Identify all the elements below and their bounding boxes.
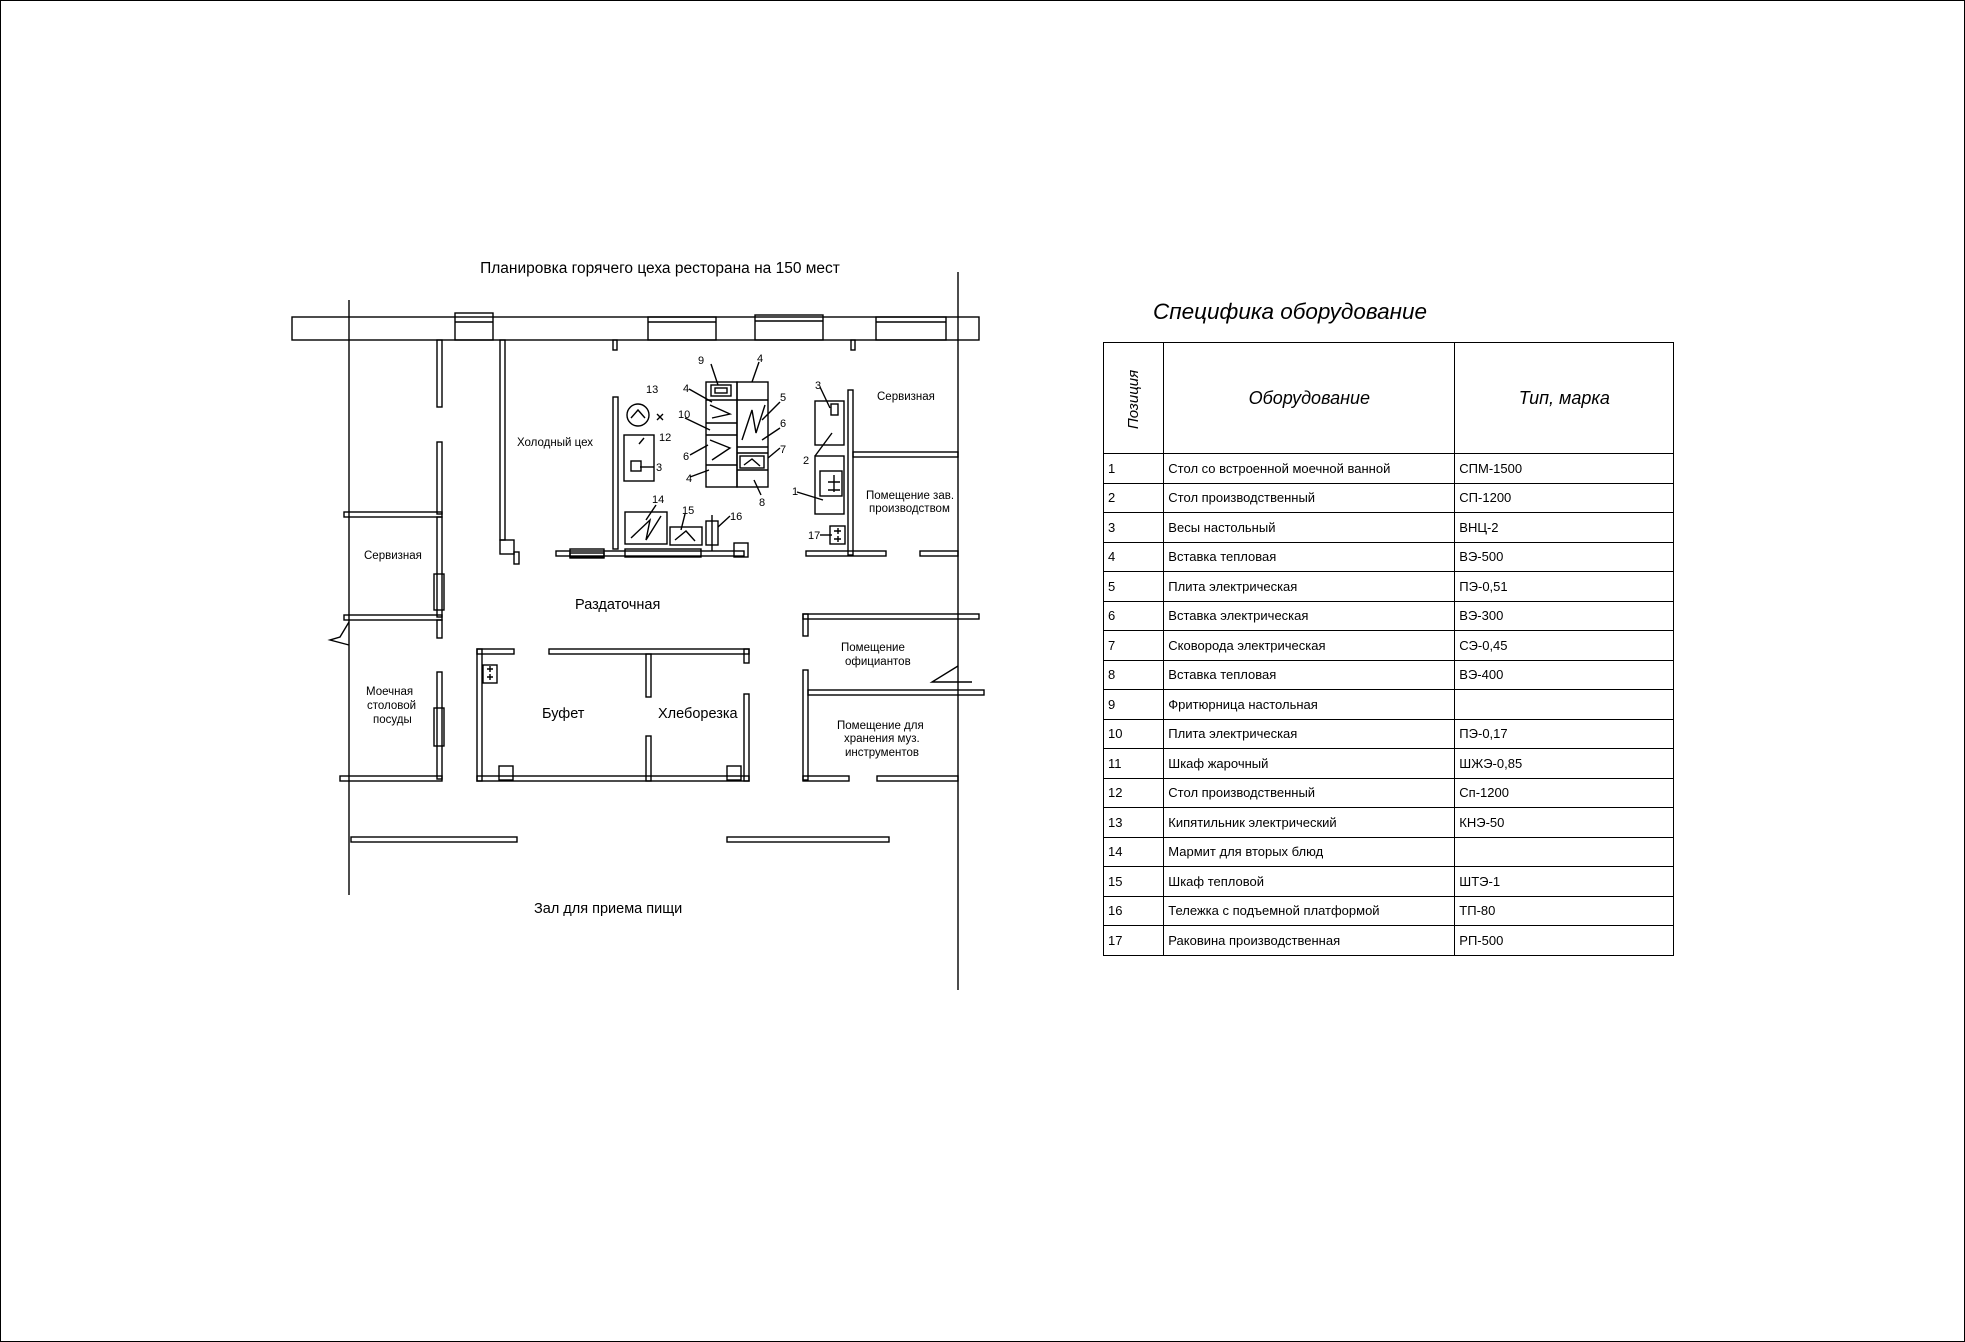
- row-type: [1455, 837, 1674, 867]
- wall: [727, 837, 889, 842]
- table-row: [1104, 690, 1674, 720]
- row-position: 8: [1104, 660, 1164, 690]
- table-row: [1104, 837, 1674, 867]
- row-equipment: Вставка тепловая: [1164, 660, 1455, 690]
- sink-cross-17: [834, 528, 841, 542]
- header-position-label: Позиция: [1125, 369, 1143, 429]
- room-waiters-line1: Помещение: [841, 642, 905, 654]
- room-music-line2: хранения муз.: [844, 733, 920, 745]
- marker-3: 3: [815, 380, 822, 392]
- room-servisnaya-right: Сервизная: [877, 391, 935, 403]
- row-position: 11: [1104, 749, 1164, 779]
- wall: [437, 442, 442, 514]
- fryer-icon: [711, 385, 731, 396]
- equipment-spec-table: [1103, 342, 1674, 956]
- pan-icon: [740, 456, 764, 468]
- stove-zigzag: [742, 405, 765, 440]
- table-row: [1104, 631, 1674, 661]
- row-type: ВЭ-500: [1455, 542, 1674, 572]
- plan-title: Планировка горячего цеха ресторана на 150 мест: [480, 260, 840, 277]
- room-dining-hall: Зал для приема пищи: [534, 901, 683, 917]
- spec-body: [1104, 454, 1674, 956]
- column: [500, 540, 514, 554]
- row-position: 13: [1104, 808, 1164, 838]
- wall: [877, 776, 958, 781]
- tick: [851, 340, 855, 350]
- marker-12: 12: [659, 432, 672, 444]
- wall: [437, 340, 442, 407]
- row-type: ВЭ-300: [1455, 601, 1674, 631]
- marker-3: 3: [656, 462, 663, 474]
- room-manager-line2: производством: [869, 503, 950, 515]
- warming-cabinet-icon: [670, 527, 702, 545]
- row-type: КНЭ-50: [1455, 808, 1674, 838]
- table-row: [1104, 808, 1674, 838]
- marker-10: 10: [678, 409, 691, 421]
- scale-icon-2: [831, 404, 838, 415]
- row-equipment: Сковорода электрическая: [1164, 631, 1455, 661]
- row-type: ВНЦ-2: [1455, 513, 1674, 543]
- room-buffet: Буфет: [542, 706, 585, 722]
- marker-9: 9: [698, 355, 705, 367]
- stove-zigzag: [710, 440, 730, 460]
- wall: [646, 736, 651, 781]
- row-type: Сп-1200: [1455, 778, 1674, 808]
- window-3: [755, 315, 823, 340]
- header-equipment: Оборудование: [1164, 343, 1455, 454]
- wall: [340, 776, 442, 781]
- row-position: 2: [1104, 483, 1164, 513]
- row-type: СЭ-0,45: [1455, 631, 1674, 661]
- marker-1: 1: [792, 486, 799, 498]
- spec-title: Специфика оборудование: [1153, 299, 1428, 324]
- wall: [344, 615, 442, 620]
- marker-13: 13: [646, 384, 659, 396]
- header-type: Тип, марка: [1455, 343, 1674, 454]
- row-type: СПМ-1500: [1455, 454, 1674, 484]
- tick: [613, 340, 617, 350]
- boiler-cross-icon: [657, 414, 663, 420]
- row-equipment: Плита электрическая: [1164, 572, 1455, 602]
- marker-6: 6: [780, 418, 787, 430]
- wall: [803, 776, 849, 781]
- fryer-icon-inner: [715, 388, 727, 393]
- wall: [477, 776, 749, 781]
- room-distribution: Раздаточная: [575, 597, 661, 613]
- row-position: 12: [1104, 778, 1164, 808]
- row-type: [1455, 690, 1674, 720]
- row-type: ВЭ-400: [1455, 660, 1674, 690]
- row-position: 17: [1104, 926, 1164, 956]
- table-row: [1104, 542, 1674, 572]
- marker-8: 8: [759, 497, 766, 509]
- room-music-line3: инструментов: [845, 747, 919, 759]
- wall: [344, 512, 442, 517]
- row-position: 6: [1104, 601, 1164, 631]
- boiler-icon: [627, 404, 649, 426]
- row-equipment: Тележка с подъемной платформой: [1164, 896, 1455, 926]
- wall: [437, 672, 442, 779]
- row-equipment: Шкаф жарочный: [1164, 749, 1455, 779]
- window-4: [876, 317, 946, 340]
- row-equipment: Раковина производственная: [1164, 926, 1455, 956]
- marker-4: 4: [686, 473, 693, 485]
- room-bread-slicing: Хлеборезка: [658, 706, 738, 722]
- row-type: РП-500: [1455, 926, 1674, 956]
- table-row: [1104, 572, 1674, 602]
- column: [727, 766, 741, 780]
- production-table: [624, 435, 654, 481]
- stove-block-right: [737, 382, 768, 487]
- marker-2: 2: [803, 455, 810, 467]
- break-line: [932, 666, 972, 682]
- wall: [549, 649, 749, 654]
- sink-cross: [487, 666, 493, 680]
- marker-4: 4: [683, 383, 690, 395]
- row-type: ПЭ-0,51: [1455, 572, 1674, 602]
- row-equipment: Стол со встроенной моечной ванной: [1164, 454, 1455, 484]
- wall: [853, 452, 958, 457]
- row-equipment: Фритюрница настольная: [1164, 690, 1455, 720]
- row-position: 3: [1104, 513, 1164, 543]
- marker-4: 4: [757, 353, 764, 365]
- wall: [803, 670, 808, 780]
- row-position: 9: [1104, 690, 1164, 720]
- marker-7: 7: [780, 444, 787, 456]
- table-row: [1104, 660, 1674, 690]
- row-position: 16: [1104, 896, 1164, 926]
- row-type: ТП-80: [1455, 896, 1674, 926]
- row-equipment: Вставка электрическая: [1164, 601, 1455, 631]
- room-manager-line1: Помещение зав.: [866, 490, 955, 502]
- header-position: [1104, 343, 1164, 454]
- table-row: [1104, 896, 1674, 926]
- row-type: СП-1200: [1455, 483, 1674, 513]
- row-type: ПЭ-0,17: [1455, 719, 1674, 749]
- row-position: 5: [1104, 572, 1164, 602]
- row-equipment: Плита электрическая: [1164, 719, 1455, 749]
- wall: [514, 552, 519, 564]
- pan-zigzag: [744, 459, 760, 466]
- wall: [803, 614, 979, 619]
- room-dishwash-line1: Моечная: [366, 686, 414, 698]
- row-type: ШТЭ-1: [1455, 867, 1674, 897]
- boiler-icon-mark: [631, 410, 645, 418]
- wall: [803, 614, 808, 636]
- row-position: 14: [1104, 837, 1164, 867]
- table-row: [1104, 926, 1674, 956]
- wall: [437, 517, 442, 617]
- row-equipment: Кипятильник электрический: [1164, 808, 1455, 838]
- wall: [477, 649, 482, 781]
- wall: [848, 390, 853, 555]
- marker-16: 16: [730, 511, 743, 523]
- marker-15: 15: [682, 505, 695, 517]
- marker-5: 5: [780, 392, 787, 404]
- cabinet-zigzag: [675, 531, 695, 541]
- column: [734, 543, 748, 557]
- wall: [744, 649, 749, 663]
- scale-icon: [631, 461, 641, 471]
- table-row: [1104, 749, 1674, 779]
- room-servisnaya-left: Сервизная: [364, 550, 422, 562]
- row-equipment: Стол производственный: [1164, 483, 1455, 513]
- row-equipment: Вставка тепловая: [1164, 542, 1455, 572]
- room-dishwash-line2: столовой: [367, 700, 417, 712]
- row-position: 4: [1104, 542, 1164, 572]
- wash-basin: [820, 471, 842, 496]
- row-equipment: Весы настольный: [1164, 513, 1455, 543]
- table-row: [1104, 483, 1674, 513]
- table-row: [1104, 454, 1674, 484]
- wall: [806, 551, 886, 556]
- wall: [646, 654, 651, 697]
- table-row: [1104, 867, 1674, 897]
- row-equipment: Шкаф тепловой: [1164, 867, 1455, 897]
- wall: [437, 620, 442, 638]
- room-music-line1: Помещение для: [837, 720, 924, 732]
- spec-header-row: [1104, 343, 1674, 454]
- tap-icon: [828, 475, 840, 492]
- break-line: [330, 622, 349, 645]
- marker-17: 17: [808, 530, 821, 542]
- stove-zigzag: [710, 405, 730, 418]
- marker-14: 14: [652, 494, 665, 506]
- table-row: [1104, 719, 1674, 749]
- row-position: 1: [1104, 454, 1164, 484]
- table-row: [1104, 601, 1674, 631]
- marker-6: 6: [683, 451, 690, 463]
- wall: [351, 837, 517, 842]
- column: [499, 766, 513, 780]
- window-2: [648, 317, 716, 340]
- wall: [613, 397, 618, 549]
- row-equipment: Мармит для вторых блюд: [1164, 837, 1455, 867]
- row-position: 10: [1104, 719, 1164, 749]
- row-position: 7: [1104, 631, 1164, 661]
- row-equipment: Стол производственный: [1164, 778, 1455, 808]
- room-waiters-line2: официантов: [845, 656, 911, 668]
- row-position: 15: [1104, 867, 1164, 897]
- wall: [920, 551, 958, 556]
- wall: [500, 340, 505, 540]
- row-type: ШЖЭ-0,85: [1455, 749, 1674, 779]
- table-row: [1104, 778, 1674, 808]
- room-dishwash-line3: посуды: [373, 714, 412, 726]
- wall: [744, 694, 749, 781]
- leader-lines: [639, 362, 832, 535]
- table-row: [1104, 513, 1674, 543]
- room-cold-shop: Холодный цех: [517, 437, 593, 449]
